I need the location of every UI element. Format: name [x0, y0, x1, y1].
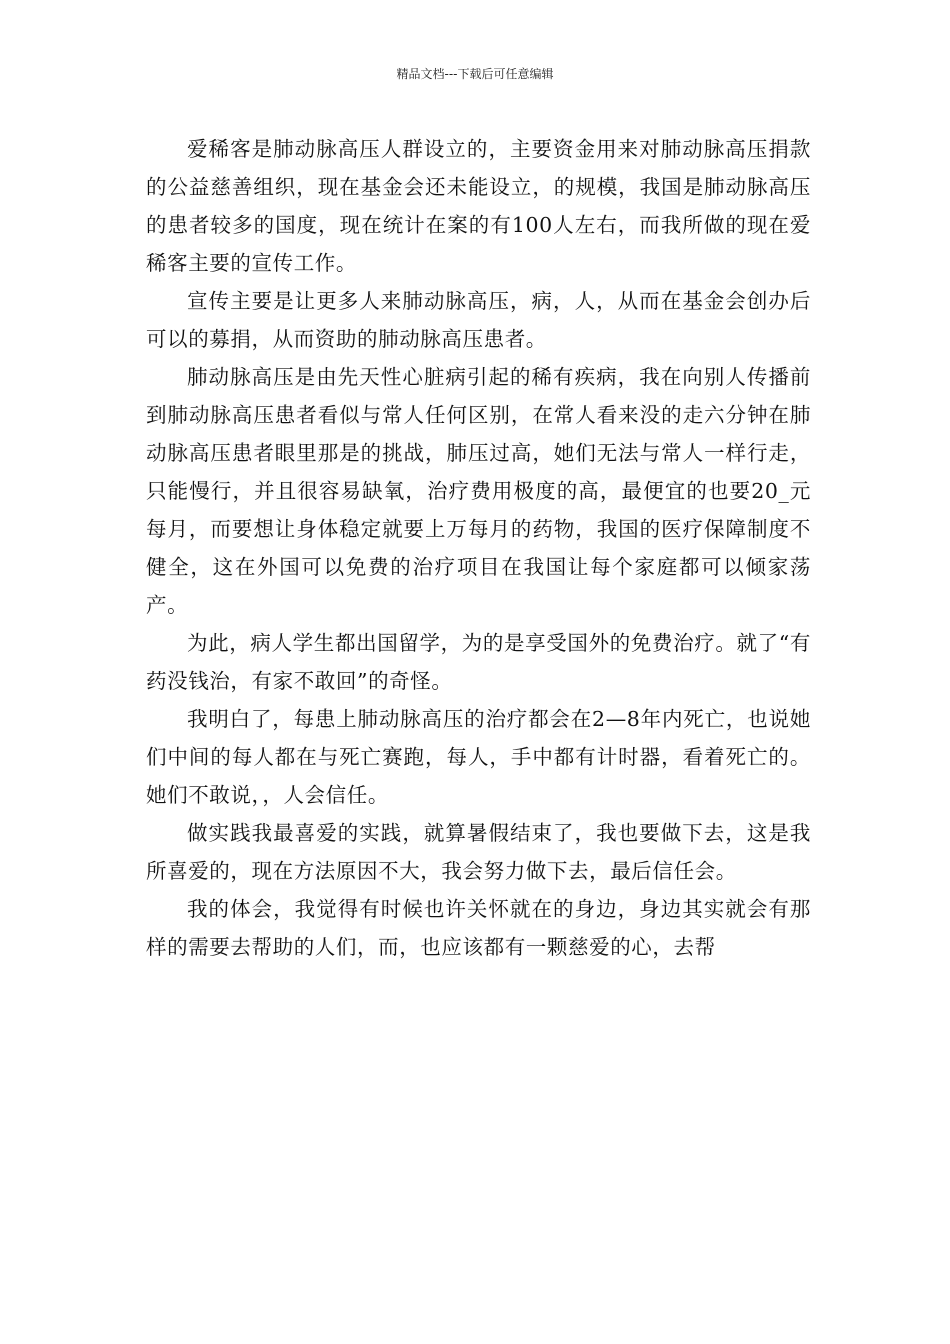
paragraph-6: 做实践我最喜爱的实践，就算暑假结束了，我也要做下去，这是我所喜爱的，现在方法原因不大，我会努力做下去，最后信任会。 — [146, 821, 811, 883]
paragraph-5: 我明白了，每患上肺动脉高压的治疗都会在2—8年内死亡，也说她们中间的每人都在与死亡赛跑，每人，手中都有计时器，看着死亡的。她们不敢说，，人会信任。 — [146, 707, 811, 807]
page-header: 精品文档---下载后可任意编辑 — [396, 67, 554, 81]
paragraph-4: 为此，病人学生都出国留学，为的是享受国外的免费治疗。就了“有药没钱治，有家不敢回”的奇怪。 — [146, 631, 811, 693]
paragraph-7: 我的体会，我觉得有时候也许关怀就在的身边，身边其实就会有那样的需要去帮助的人们，而，也应该都有一颗慈爱的心，去帮 — [146, 897, 811, 959]
paragraph-1: 爱稀客是肺动脉高压人群设立的，主要资金用来对肺动脉高压捐款的公益慈善组织，现在基金会还未能设立，的规模，我国是肺动脉高压的患者较多的国度，现在统计在案的有100人左右，而我所做的现在爱稀客主要的宣传工作。 — [146, 137, 811, 275]
paragraph-2: 宣传主要是让更多人来肺动脉高压，病，人，从而在基金会创办后可以的募捐，从而资助的肺动脉高压患者。 — [146, 289, 811, 351]
paragraph-3: 肺动脉高压是由先天性心脏病引起的稀有疾病，我在向别人传播前到肺动脉高压患者看似与常人任何区别，在常人看来没的走六分钟在肺动脉高压患者眼里那是的挑战，肺压过高，她们无法与常人一样行走，只能慢行，并且很容易缺氧，治疗费用极度的高，最便宜的也要20_元每月，而要想让身体稳定就要上万每月的药物，我国的医疗保障制度不健全，这在外国可以免费的治疗项目在我国让每个家庭都可以倾家荡产。 — [146, 365, 811, 617]
document-body — [146, 130, 811, 966]
